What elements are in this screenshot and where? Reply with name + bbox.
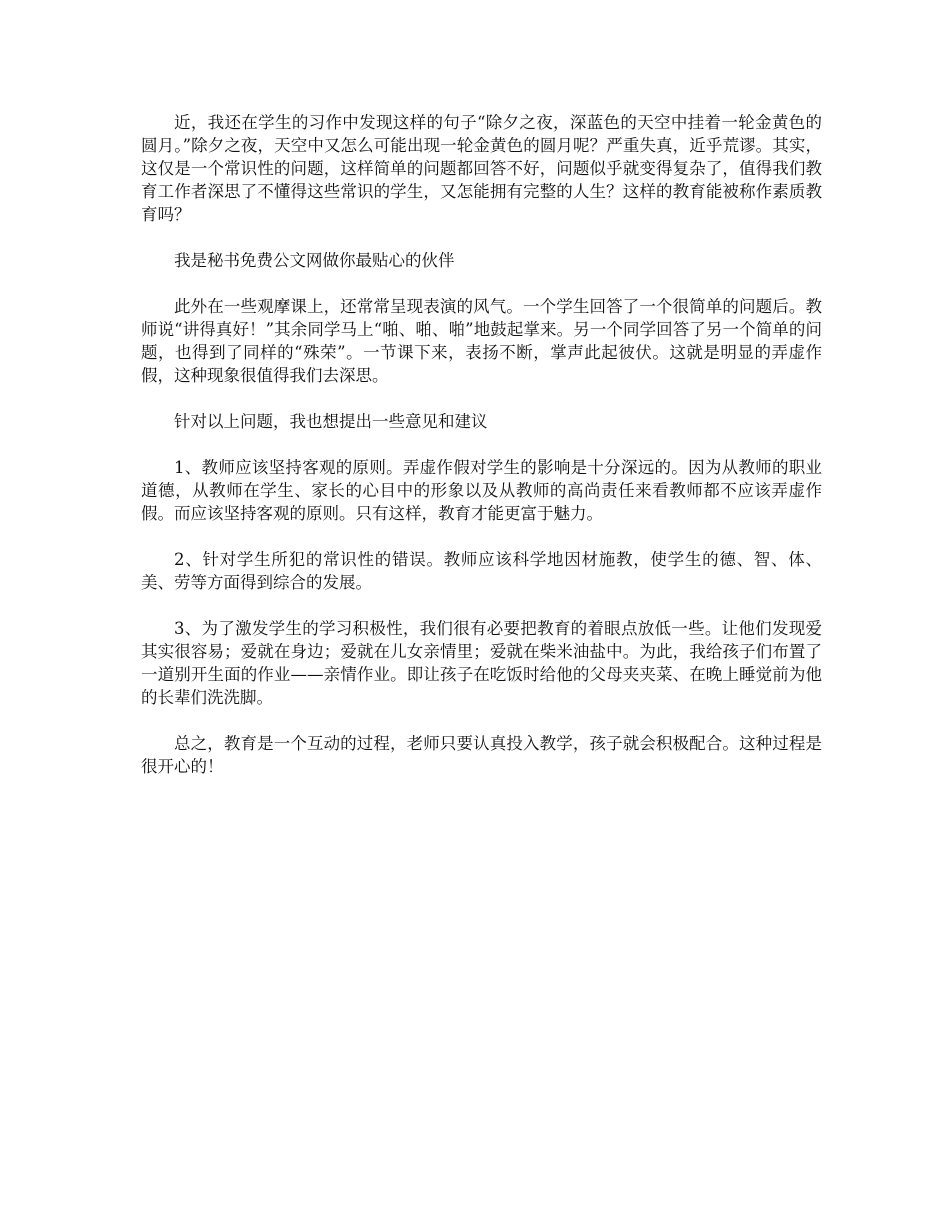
paragraph-common-sense-example: 近，我还在学生的习作中发现这样的句子“除夕之夜，深蓝色的天空中挂着一轮金黄色的圆月。”除夕之夜，天空中又怎么可能出现一轮金黄色的圆月呢？严重失真，近乎荒谬。其实，这仅是一个常识性的问题，这样简单的问题都回答不好，问题似乎就变得复杂了，值得我们教育工作者深思了不懂得这些常识的学生，又怎能拥有完整的人生？这样的教育能被称作素质教育吗？ <box>141 113 822 224</box>
paragraph-suggestions-intro: 针对以上问题，我也想提出一些意见和建议 <box>174 412 488 431</box>
paragraph-suggestion-2: 2、针对学生所犯的常识性的错误。教师应该科学地因材施教，使学生的德、智、体、美、劳等方面得到综合的发展。 <box>141 550 822 592</box>
paragraph-suggestion-3: 3、为了激发学生的学习积极性，我们很有必要把教育的着眼点放低一些。让他们发现爱其实很容易；爱就在身边；爱就在儿女亲情里；爱就在柴米油盐中。为此，我给孩子们布置了一道别开生面的作业——亲情作业。即让孩子在吃饭时给他的父母夹夹菜、在晚上睡觉前为他的长辈们洗洗脚。 <box>141 619 822 707</box>
paragraph-conclusion: 总之，教育是一个互动的过程，老师只要认真投入教学，孩子就会积极配合。这种过程是很开心的！ <box>141 734 822 776</box>
paragraph-site-slogan: 我是秘书免费公文网做你最贴心的伙伴 <box>174 251 455 270</box>
paragraph-suggestion-1: 1、教师应该坚持客观的原则。弄虚作假对学生的影响是十分深远的。因为从教师的职业道德，从教师在学生、家长的心目中的形象以及从教师的高尚责任来看教师都不应该弄虚作假。而应该坚持客观的原则。只有这样，教育才能更富于魅力。 <box>141 458 822 523</box>
document-body <box>141 111 822 801</box>
paragraph-observation-class: 此外在一些观摩课上，还常常呈现表演的风气。一个学生回答了一个很简单的问题后。教师说“讲得真好！”其余同学马上“啪、啪、啪”地鼓起掌来。另一个同学回答了另一个简单的问题，也得到了同样的“殊荣”。一节课下来，表扬不断，掌声此起彼伏。这就是明显的弄虚作假，这种现象很值得我们去深思。 <box>141 297 822 385</box>
